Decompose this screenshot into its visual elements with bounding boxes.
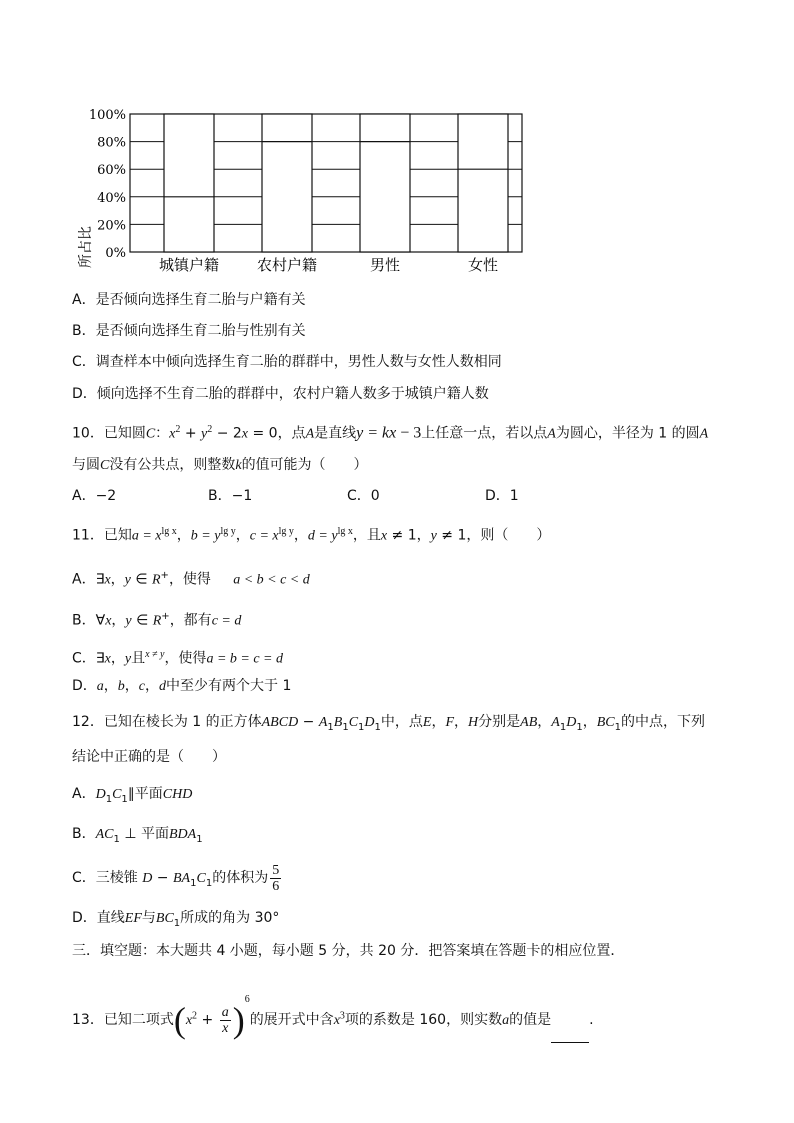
x-tick-label: 农村户籍 bbox=[256, 256, 318, 274]
q9-option-a: A．是否倾向选择生育二胎与户籍有关 bbox=[72, 292, 306, 308]
y-tick-label: 100% bbox=[88, 108, 126, 123]
q10-stem-line2: 与圆C没有公共点，则整数k的值可能为（ ） bbox=[72, 457, 368, 473]
q10-option-a: A．−2 bbox=[72, 488, 117, 504]
q12-option-d: D．直线EF与$BC_1$所成的角为 30° bbox=[72, 910, 280, 929]
q10-option-c: C．0 bbox=[347, 488, 380, 504]
q11-stem: 11．已知$a = x^{lg x}$，$b = y^{lg y}$，$c = x^{lg y}$，$d = y^{lg x}$，且x ≠ 1，y ≠ 1，则（ ） bbox=[72, 526, 551, 544]
section-three-heading: 三．填空题：本大题共 4 小题，每小题 5 分，共 20 分．把答案填在答题卡的相应位置． bbox=[72, 943, 625, 959]
q12-stem-line1: 12．已知在棱长为 1 的正方体ABCD − $A_1B_1C_1D_1$中，点E，F，H分别是AB，$A_1D_1$，$BC_1$的中点，下列 bbox=[72, 714, 705, 733]
fraction-five-sixths: $\frac{5}{6}$ bbox=[272, 862, 280, 894]
chart-xticks bbox=[159, 256, 498, 274]
q11-option-d: D．a，b，c，d中至少有两个大于 1 bbox=[72, 678, 292, 694]
y-tick-label: 20% bbox=[97, 218, 126, 234]
bar-column bbox=[360, 114, 410, 252]
q10-option-d: D．1 bbox=[485, 488, 519, 504]
y-tick-label: 40% bbox=[97, 190, 126, 206]
q10-stem-line1: 10．已知圆C：$x^2 + y^2 - 2x = 0$，点A是直线y = kx − 3上任意一点，若以点A为圆心，半径为 1 的圆A bbox=[72, 424, 709, 442]
q11-option-a: A．∃x，y ∈ R+，使得 a < b < c < d bbox=[72, 570, 310, 588]
x-tick-label: 城镇户籍 bbox=[158, 256, 220, 274]
fraction-a-over-x: $\frac{a}{x}$ bbox=[221, 1004, 229, 1036]
q9-option-d: D．倾向选择不生育二胎的群群中，农村户籍人数多于城镇户籍人数 bbox=[72, 386, 489, 402]
y-tick-label: 0% bbox=[105, 246, 126, 261]
y-axis-label: 所占比 bbox=[78, 226, 94, 268]
answer-blank[interactable] bbox=[551, 1028, 589, 1043]
y-tick-label: 60% bbox=[97, 163, 126, 179]
chart-yticks bbox=[89, 108, 126, 261]
q12-option-a: A．$D_1C_1\parallel$平面CHD bbox=[72, 786, 193, 805]
bar-column bbox=[164, 114, 214, 252]
bar-column bbox=[262, 114, 312, 252]
chart-bars bbox=[164, 114, 508, 252]
q12-stem-line2: 结论中正确的是（ ） bbox=[72, 749, 226, 765]
q13-stem: 13．已知二项式($x^2$ + $\frac{a}{x}$ )$^6$的展开式中含$x^3$项的系数是 160，则实数a的值是 . bbox=[72, 978, 594, 1043]
q12-option-b: B．$AC_1$ ⊥ 平面$BDA_1$ bbox=[72, 826, 203, 845]
q12-option-c: C．三棱锥 $D - BA_1C_1$的体积为 $\frac{5}{6}$ bbox=[72, 862, 280, 894]
q10-option-b: B．−1 bbox=[208, 488, 253, 504]
x-tick-label: 男性 bbox=[369, 256, 401, 274]
q11-option-c: C．∃x，y且$^{x \ne y}$，使得a = b = c = d bbox=[72, 649, 283, 667]
q9-option-c: C．调查样本中倾向选择生育二胎的群群中，男性人数与女性人数相同 bbox=[72, 354, 502, 370]
bar-chart bbox=[70, 100, 540, 280]
q11-option-b: B．∀x，y ∈ R+，都有c = d bbox=[72, 611, 242, 629]
bar-column bbox=[458, 114, 508, 252]
y-tick-label: 80% bbox=[97, 135, 126, 151]
q9-option-b: B．是否倾向选择生育二胎与性别有关 bbox=[72, 323, 306, 339]
x-tick-label: 女性 bbox=[467, 256, 499, 274]
